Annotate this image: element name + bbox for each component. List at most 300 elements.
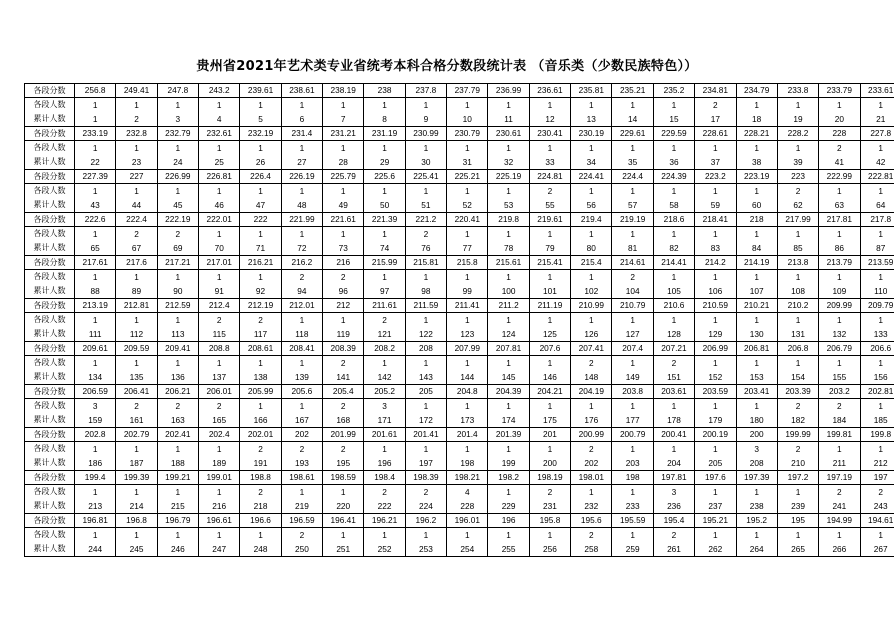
score-cell: 229.59 xyxy=(653,127,694,141)
score-cell: 233.79 xyxy=(819,84,860,98)
count-row xyxy=(25,98,894,113)
score-cell: 230.19 xyxy=(571,127,612,141)
score-cell: 197.2 xyxy=(777,471,818,485)
cumulative-cell: 134 xyxy=(75,370,116,385)
count-cell: 1 xyxy=(612,227,653,242)
count-cell: 1 xyxy=(860,270,894,285)
cumulative-cell: 202 xyxy=(571,456,612,471)
score-cell: 206.6 xyxy=(860,342,894,356)
count-cell: 1 xyxy=(777,485,818,500)
score-row xyxy=(25,213,894,227)
cumulative-cell: 129 xyxy=(695,327,736,342)
score-cell: 202.79 xyxy=(116,428,157,442)
count-row-label: 各段人数 xyxy=(25,313,75,328)
cumulative-cell: 8 xyxy=(364,112,405,127)
count-cell: 1 xyxy=(447,399,488,414)
cumulative-cell: 17 xyxy=(695,112,736,127)
count-cell: 1 xyxy=(364,227,405,242)
count-cell: 2 xyxy=(157,399,198,414)
score-cell: 230.61 xyxy=(488,127,529,141)
count-cell: 1 xyxy=(612,98,653,113)
score-cell: 199.01 xyxy=(199,471,240,485)
count-cell: 1 xyxy=(364,356,405,371)
cumulative-cell: 28 xyxy=(323,155,364,170)
count-cell: 1 xyxy=(199,270,240,285)
score-cell: 216.21 xyxy=(240,256,281,270)
cumulative-cell: 35 xyxy=(612,155,653,170)
cumulative-cell: 212 xyxy=(860,456,894,471)
count-cell: 2 xyxy=(281,442,322,457)
count-cell: 1 xyxy=(736,98,777,113)
count-cell: 1 xyxy=(819,270,860,285)
score-cell: 205.99 xyxy=(240,385,281,399)
count-row-label: 各段人数 xyxy=(25,98,75,113)
score-row xyxy=(25,385,894,399)
score-cell: 236.61 xyxy=(529,84,570,98)
score-cell: 227.39 xyxy=(75,170,116,184)
count-cell: 1 xyxy=(819,356,860,371)
cumulative-cell: 247 xyxy=(199,542,240,557)
cumulative-cell: 77 xyxy=(447,241,488,256)
score-cell: 226.99 xyxy=(157,170,198,184)
cumulative-cell: 218 xyxy=(240,499,281,514)
score-cell: 203.2 xyxy=(819,385,860,399)
count-cell: 1 xyxy=(736,270,777,285)
count-cell: 1 xyxy=(240,270,281,285)
score-cell: 227.8 xyxy=(860,127,894,141)
score-cell: 212.01 xyxy=(281,299,322,313)
cumulative-cell: 76 xyxy=(405,241,446,256)
count-cell: 2 xyxy=(777,399,818,414)
count-cell: 1 xyxy=(157,98,198,113)
score-cell: 196.81 xyxy=(75,514,116,528)
count-cell: 1 xyxy=(116,270,157,285)
score-cell: 230.79 xyxy=(447,127,488,141)
cumulative-cell: 132 xyxy=(819,327,860,342)
score-cell: 200.99 xyxy=(571,428,612,442)
count-cell: 1 xyxy=(612,184,653,199)
cumulative-row xyxy=(25,413,894,428)
cumulative-cell: 241 xyxy=(819,499,860,514)
score-cell: 225.41 xyxy=(405,170,446,184)
cumulative-cell: 151 xyxy=(653,370,694,385)
cumulative-cell: 250 xyxy=(281,542,322,557)
count-cell: 1 xyxy=(75,270,116,285)
cumulative-cell: 102 xyxy=(571,284,612,299)
cumulative-cell: 161 xyxy=(116,413,157,428)
cumulative-cell: 152 xyxy=(695,370,736,385)
cumulative-cell: 171 xyxy=(364,413,405,428)
cumulative-cell: 229 xyxy=(488,499,529,514)
count-cell: 1 xyxy=(860,227,894,242)
score-row-label: 各段分数 xyxy=(25,299,75,313)
cumulative-cell: 63 xyxy=(819,198,860,213)
count-cell: 1 xyxy=(323,528,364,543)
score-cell: 211.59 xyxy=(405,299,446,313)
count-cell: 2 xyxy=(323,442,364,457)
score-cell: 215.4 xyxy=(571,256,612,270)
cumulative-cell: 255 xyxy=(488,542,529,557)
count-cell: 2 xyxy=(323,399,364,414)
cumulative-cell: 167 xyxy=(281,413,322,428)
score-cell: 208.61 xyxy=(240,342,281,356)
count-cell: 1 xyxy=(323,98,364,113)
score-cell: 213.8 xyxy=(777,256,818,270)
cumulative-cell: 127 xyxy=(612,327,653,342)
score-cell: 196.01 xyxy=(447,514,488,528)
score-cell: 222.19 xyxy=(157,213,198,227)
count-cell: 1 xyxy=(447,184,488,199)
count-cell: 1 xyxy=(488,399,529,414)
cumulative-cell: 215 xyxy=(157,499,198,514)
cumulative-cell: 122 xyxy=(405,327,446,342)
score-cell: 218.41 xyxy=(695,213,736,227)
count-cell: 1 xyxy=(157,184,198,199)
count-row xyxy=(25,270,894,285)
cumulative-cell: 198 xyxy=(447,456,488,471)
count-cell: 2 xyxy=(199,399,240,414)
cumulative-cell: 131 xyxy=(777,327,818,342)
count-cell: 2 xyxy=(777,184,818,199)
score-cell: 205 xyxy=(405,385,446,399)
score-cell: 228.2 xyxy=(777,127,818,141)
cumulative-cell: 189 xyxy=(199,456,240,471)
count-cell: 1 xyxy=(777,270,818,285)
score-cell: 198.21 xyxy=(447,471,488,485)
score-cell: 238 xyxy=(364,84,405,98)
cumulative-cell: 100 xyxy=(488,284,529,299)
score-cell: 210.2 xyxy=(777,299,818,313)
count-cell: 1 xyxy=(736,227,777,242)
count-cell: 2 xyxy=(653,528,694,543)
count-cell: 1 xyxy=(488,356,529,371)
cumulative-row xyxy=(25,327,894,342)
cumulative-cell: 97 xyxy=(364,284,405,299)
score-cell: 199.99 xyxy=(777,428,818,442)
score-cell: 209.79 xyxy=(860,299,894,313)
score-cell: 206.8 xyxy=(777,342,818,356)
cumulative-cell: 219 xyxy=(281,499,322,514)
count-cell: 1 xyxy=(736,399,777,414)
cumulative-cell: 59 xyxy=(695,198,736,213)
score-cell: 206.99 xyxy=(695,342,736,356)
score-cell: 197.19 xyxy=(819,471,860,485)
count-cell: 2 xyxy=(116,227,157,242)
cumulative-row-label: 累计人数 xyxy=(25,198,75,213)
count-cell: 1 xyxy=(529,141,570,156)
count-cell: 1 xyxy=(323,313,364,328)
score-cell: 233.61 xyxy=(860,84,894,98)
count-cell: 1 xyxy=(323,227,364,242)
cumulative-row xyxy=(25,198,894,213)
count-cell: 1 xyxy=(488,98,529,113)
count-cell: 1 xyxy=(488,442,529,457)
count-cell: 2 xyxy=(281,270,322,285)
score-cell: 200.19 xyxy=(695,428,736,442)
cumulative-cell: 133 xyxy=(860,327,894,342)
count-cell: 1 xyxy=(571,184,612,199)
cumulative-cell: 69 xyxy=(157,241,198,256)
score-cell: 202 xyxy=(281,428,322,442)
count-cell: 2 xyxy=(695,98,736,113)
count-cell: 1 xyxy=(529,442,570,457)
count-cell: 1 xyxy=(529,356,570,371)
cumulative-cell: 203 xyxy=(612,456,653,471)
cumulative-cell: 90 xyxy=(157,284,198,299)
count-cell: 1 xyxy=(695,528,736,543)
cumulative-cell: 228 xyxy=(447,499,488,514)
score-cell: 215.41 xyxy=(529,256,570,270)
score-row-label: 各段分数 xyxy=(25,84,75,98)
score-cell: 236.99 xyxy=(488,84,529,98)
count-cell: 2 xyxy=(116,399,157,414)
cumulative-cell: 265 xyxy=(777,542,818,557)
count-cell: 1 xyxy=(281,313,322,328)
score-cell: 230.41 xyxy=(529,127,570,141)
cumulative-cell: 153 xyxy=(736,370,777,385)
cumulative-cell: 262 xyxy=(695,542,736,557)
score-cell: 196.8 xyxy=(116,514,157,528)
score-cell: 217.61 xyxy=(75,256,116,270)
cumulative-cell: 109 xyxy=(819,284,860,299)
count-cell: 1 xyxy=(860,98,894,113)
score-row xyxy=(25,514,894,528)
count-cell: 1 xyxy=(571,98,612,113)
score-cell: 237.79 xyxy=(447,84,488,98)
score-cell: 199.4 xyxy=(75,471,116,485)
score-cell: 217.6 xyxy=(116,256,157,270)
score-cell: 201.39 xyxy=(488,428,529,442)
count-cell: 1 xyxy=(529,399,570,414)
count-cell: 1 xyxy=(571,313,612,328)
cumulative-cell: 94 xyxy=(281,284,322,299)
cumulative-row xyxy=(25,284,894,299)
score-cell: 207.6 xyxy=(529,342,570,356)
count-cell: 1 xyxy=(157,442,198,457)
count-cell: 1 xyxy=(777,313,818,328)
score-cell: 222.81 xyxy=(860,170,894,184)
cumulative-cell: 83 xyxy=(695,241,736,256)
cumulative-cell: 211 xyxy=(819,456,860,471)
score-cell: 197.6 xyxy=(695,471,736,485)
score-cell: 196.79 xyxy=(157,514,198,528)
score-cell: 198.61 xyxy=(281,471,322,485)
score-cell: 219.4 xyxy=(571,213,612,227)
score-cell: 207.21 xyxy=(653,342,694,356)
cumulative-cell: 32 xyxy=(488,155,529,170)
score-cell: 208 xyxy=(405,342,446,356)
cumulative-cell: 119 xyxy=(323,327,364,342)
count-cell: 1 xyxy=(571,399,612,414)
count-cell: 1 xyxy=(819,227,860,242)
count-cell: 1 xyxy=(199,528,240,543)
score-cell: 222 xyxy=(240,213,281,227)
cumulative-cell: 137 xyxy=(199,370,240,385)
count-cell: 1 xyxy=(447,313,488,328)
cumulative-cell: 175 xyxy=(529,413,570,428)
score-row-label: 各段分数 xyxy=(25,385,75,399)
score-cell: 195 xyxy=(777,514,818,528)
cumulative-cell: 182 xyxy=(777,413,818,428)
count-row xyxy=(25,528,894,543)
count-cell: 1 xyxy=(240,356,281,371)
count-cell: 1 xyxy=(405,528,446,543)
count-row xyxy=(25,313,894,328)
cumulative-cell: 4 xyxy=(199,112,240,127)
count-cell: 2 xyxy=(323,356,364,371)
cumulative-cell: 56 xyxy=(571,198,612,213)
score-cell: 214.2 xyxy=(695,256,736,270)
score-cell: 206.01 xyxy=(199,385,240,399)
count-cell: 1 xyxy=(364,141,405,156)
cumulative-cell: 138 xyxy=(240,370,281,385)
count-cell: 1 xyxy=(364,98,405,113)
cumulative-cell: 178 xyxy=(653,413,694,428)
count-cell: 1 xyxy=(447,270,488,285)
count-cell: 1 xyxy=(860,313,894,328)
count-cell: 1 xyxy=(281,227,322,242)
cumulative-cell: 87 xyxy=(860,241,894,256)
score-cell: 196.21 xyxy=(364,514,405,528)
cumulative-cell: 148 xyxy=(571,370,612,385)
count-cell: 1 xyxy=(323,184,364,199)
cumulative-cell: 214 xyxy=(116,499,157,514)
count-cell: 1 xyxy=(488,528,529,543)
cumulative-cell: 261 xyxy=(653,542,694,557)
count-cell: 1 xyxy=(281,485,322,500)
score-cell: 231.4 xyxy=(281,127,322,141)
count-cell: 2 xyxy=(240,313,281,328)
cumulative-cell: 106 xyxy=(695,284,736,299)
cumulative-cell: 53 xyxy=(488,198,529,213)
cumulative-cell: 22 xyxy=(75,155,116,170)
score-row-label: 各段分数 xyxy=(25,127,75,141)
count-row-label: 各段人数 xyxy=(25,184,75,199)
cumulative-cell: 213 xyxy=(75,499,116,514)
cumulative-row-label: 累计人数 xyxy=(25,327,75,342)
score-cell: 218 xyxy=(736,213,777,227)
count-cell: 1 xyxy=(405,98,446,113)
count-cell: 1 xyxy=(860,399,894,414)
count-cell: 1 xyxy=(777,356,818,371)
score-cell: 212.19 xyxy=(240,299,281,313)
count-cell: 1 xyxy=(612,141,653,156)
score-row-label: 各段分数 xyxy=(25,471,75,485)
score-cell: 195.4 xyxy=(653,514,694,528)
score-cell: 211.2 xyxy=(488,299,529,313)
score-cell: 224.41 xyxy=(571,170,612,184)
cumulative-cell: 108 xyxy=(777,284,818,299)
cumulative-cell: 38 xyxy=(736,155,777,170)
cumulative-cell: 52 xyxy=(447,198,488,213)
count-cell: 1 xyxy=(75,184,116,199)
cumulative-cell: 3 xyxy=(157,112,198,127)
score-cell: 197.81 xyxy=(653,471,694,485)
count-row-label: 各段人数 xyxy=(25,399,75,414)
cumulative-cell: 224 xyxy=(405,499,446,514)
count-cell: 1 xyxy=(240,98,281,113)
score-row xyxy=(25,342,894,356)
cumulative-cell: 9 xyxy=(405,112,446,127)
score-cell: 222.6 xyxy=(75,213,116,227)
cumulative-cell: 144 xyxy=(447,370,488,385)
cumulative-cell: 107 xyxy=(736,284,777,299)
cumulative-row-label: 累计人数 xyxy=(25,413,75,428)
cumulative-cell: 101 xyxy=(529,284,570,299)
cumulative-cell: 239 xyxy=(777,499,818,514)
score-cell: 219.19 xyxy=(612,213,653,227)
score-row-label: 各段分数 xyxy=(25,342,75,356)
cumulative-cell: 237 xyxy=(695,499,736,514)
score-cell: 198.8 xyxy=(240,471,281,485)
count-cell: 1 xyxy=(529,270,570,285)
score-cell: 226.19 xyxy=(281,170,322,184)
cumulative-cell: 196 xyxy=(364,456,405,471)
count-cell: 1 xyxy=(695,442,736,457)
cumulative-cell: 92 xyxy=(240,284,281,299)
score-cell: 232.79 xyxy=(157,127,198,141)
count-cell: 2 xyxy=(777,442,818,457)
score-cell: 210.21 xyxy=(736,299,777,313)
cumulative-cell: 2 xyxy=(116,112,157,127)
cumulative-cell: 233 xyxy=(612,499,653,514)
score-cell: 208.8 xyxy=(199,342,240,356)
cumulative-cell: 232 xyxy=(571,499,612,514)
cumulative-cell: 146 xyxy=(529,370,570,385)
score-cell: 224.4 xyxy=(612,170,653,184)
cumulative-cell: 159 xyxy=(75,413,116,428)
score-cell: 195.59 xyxy=(612,514,653,528)
score-cell: 211.41 xyxy=(447,299,488,313)
count-cell: 1 xyxy=(240,399,281,414)
score-cell: 217.81 xyxy=(819,213,860,227)
cumulative-cell: 71 xyxy=(240,241,281,256)
score-cell: 208.39 xyxy=(323,342,364,356)
score-cell: 215.61 xyxy=(488,256,529,270)
score-cell: 198.01 xyxy=(571,471,612,485)
cumulative-cell: 84 xyxy=(736,241,777,256)
count-cell: 1 xyxy=(116,528,157,543)
count-cell: 1 xyxy=(199,141,240,156)
count-cell: 1 xyxy=(75,442,116,457)
count-cell: 1 xyxy=(364,528,405,543)
cumulative-cell: 195 xyxy=(323,456,364,471)
count-cell: 1 xyxy=(157,270,198,285)
score-cell: 203.59 xyxy=(695,385,736,399)
score-cell: 208.2 xyxy=(364,342,405,356)
count-cell: 1 xyxy=(860,184,894,199)
score-cell: 215.99 xyxy=(364,256,405,270)
count-cell: 1 xyxy=(736,313,777,328)
score-cell: 204.21 xyxy=(529,385,570,399)
count-cell: 3 xyxy=(75,399,116,414)
cumulative-cell: 31 xyxy=(447,155,488,170)
count-cell: 2 xyxy=(364,485,405,500)
cumulative-cell: 98 xyxy=(405,284,446,299)
cumulative-cell: 254 xyxy=(447,542,488,557)
cumulative-row xyxy=(25,456,894,471)
count-cell: 2 xyxy=(364,313,405,328)
count-cell: 1 xyxy=(199,485,240,500)
score-cell: 203.41 xyxy=(736,385,777,399)
cumulative-cell: 70 xyxy=(199,241,240,256)
cumulative-cell: 141 xyxy=(323,370,364,385)
count-cell: 2 xyxy=(323,270,364,285)
score-cell: 210.99 xyxy=(571,299,612,313)
cumulative-cell: 128 xyxy=(653,327,694,342)
cumulative-cell: 135 xyxy=(116,370,157,385)
score-cell: 206.59 xyxy=(75,385,116,399)
